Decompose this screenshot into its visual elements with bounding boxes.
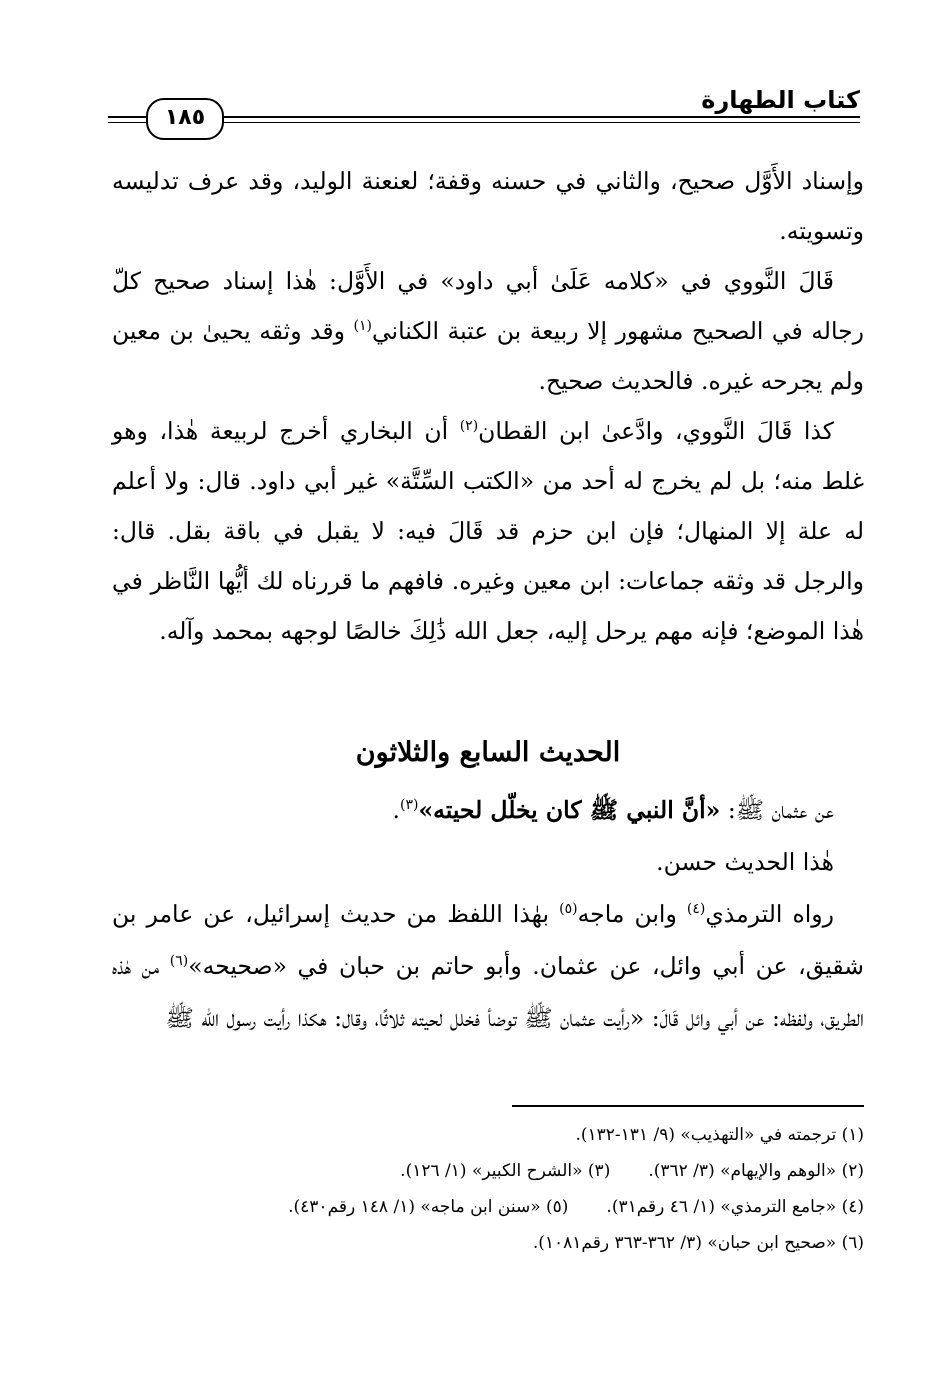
footnote-3: (٣) «الشرح الكبير» (١/ ١٢٦). bbox=[400, 1161, 611, 1181]
footnote-marker: (١) bbox=[353, 318, 372, 335]
narration-text: رواه الترمذي bbox=[705, 900, 835, 928]
footnote-marker: (٥) bbox=[559, 901, 578, 918]
footnote-6: (٦) «صحيح ابن حبان» (٣/ ٣٦٢-٣٦٣ رقم١٠٨١). bbox=[532, 1233, 864, 1253]
narration-text: من هٰذه الطريق، ولفظه: عن أبي وائل قَالَ: «رأيت عثمان ﷺ توضأ فخلل لحيته ثلاثًا، وقال: هكذا رأيت رسول الله ﷺ bbox=[112, 952, 864, 1032]
footnote-marker: (٤) bbox=[686, 901, 706, 918]
footnote-marker: (٢) bbox=[459, 418, 479, 435]
narration-text: بهٰذا اللفظ من حديث إسرائيل، عن عامر بن شقيق، عن أبي وائل، عن عثمان. وأبو حاتم بن حبان في «صحيحه» bbox=[112, 900, 864, 980]
paragraph-text: كذا قَالَ النَّووي، وادَّعىٰ ابن القطان bbox=[478, 417, 834, 445]
book-title: كتاب الطهارة bbox=[701, 86, 860, 114]
narration-text: وابن ماجه bbox=[577, 900, 687, 928]
page-header bbox=[108, 82, 860, 132]
footnote-1: (١) ترجمته في «التهذيب» (٩/ ١٣١-١٣٢). bbox=[575, 1125, 864, 1145]
page-number: ١٨٥ bbox=[146, 98, 224, 140]
paragraph-text: أن البخاري أخرج لربيعة هٰذا، وهو غلط منه؛ بل لم يخرج له أحد من «الكتب السِّتَّة» غير أبي داود. قال: ولا أعلم له علة إلا المنهال؛ فإن ابن حزم قد قَالَ فيه: لا يقبل في باقة بقل. قال: والرجل قد وثقه جماعات: ابن معين وغيره. فافهم ما قررناه لك أيُّها النَّاظر في هٰذا الموضع؛ فإنه مهم يرحل إليه، جعل الله ذَٰلِكَ خالصًا لوجهه بمحمد وآله. bbox=[112, 417, 864, 645]
hadith-end: . bbox=[392, 796, 400, 824]
footnote-marker: (٦) bbox=[169, 953, 189, 970]
footnote-line bbox=[112, 1117, 864, 1153]
footnote-marker: (٣) bbox=[399, 797, 419, 814]
hadith-title: الحديث السابع والثلاثون bbox=[355, 737, 621, 768]
hadith-quote: «أنَّ النبي ﷺ كان يخلّل لحيته» bbox=[418, 796, 721, 824]
paragraph bbox=[112, 156, 864, 256]
paragraph bbox=[112, 406, 864, 656]
footnote-line bbox=[112, 1153, 864, 1189]
paragraph-text: وإسناد الأَوَّل صحيح، والثاني في حسنه وقفة؛ لعنعنة الوليد، وقد عرف تدليسه وتسويته. bbox=[112, 167, 864, 245]
grade-text: هٰذا الحديث حسن. bbox=[656, 848, 834, 876]
paragraph-text: قَالَ النَّووي في «كلامه عَلَىٰ أبي داود» في الأَوَّل: هٰذا إسناد صحيح كلّ رجاله في الصحيح مشهور إلا ربيعة بن عتبة الكناني bbox=[112, 267, 864, 345]
hadith-body bbox=[112, 784, 864, 1044]
footnote-4: (٤) «جامع الترمذي» (١/ ٤٦ رقم٣١). bbox=[606, 1197, 864, 1217]
footnote-divider bbox=[512, 1105, 864, 1107]
paragraph bbox=[112, 256, 864, 406]
footnote-2: (٢) «الوهم والإيهام» (٣/ ٣٦٢). bbox=[648, 1161, 864, 1181]
hadith-grade bbox=[112, 836, 864, 888]
paragraph-text: وقد وثقه يحيىٰ بن معين ولم يجرحه غيره. فالحديث صحيح. bbox=[112, 317, 864, 395]
footnote-line bbox=[112, 1225, 864, 1261]
hadith-intro: عن عثمان ﷺ: bbox=[720, 796, 834, 824]
main-text bbox=[112, 156, 864, 656]
footnote-line bbox=[112, 1189, 864, 1225]
hadith-text bbox=[112, 784, 864, 836]
footnote-5: (٥) «سنن ابن ماجه» (١/ ١٤٨ رقم٤٣٠). bbox=[288, 1197, 569, 1217]
footnotes bbox=[112, 1117, 864, 1261]
hadith-narration bbox=[112, 888, 864, 1044]
